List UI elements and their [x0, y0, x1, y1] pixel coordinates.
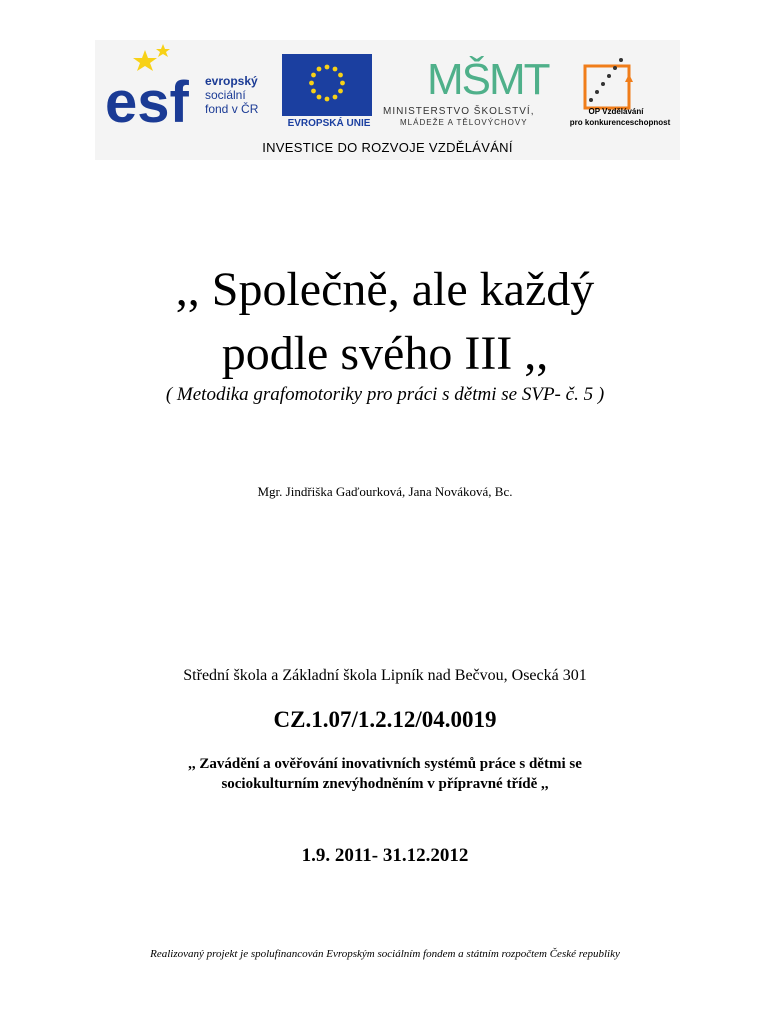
- project-name-line-1: ,, Zavádění a ověřování inovativních systémů práce s dětmi se: [188, 756, 582, 772]
- msmt-mark: MŠMT: [427, 55, 549, 104]
- msmt-line2: MLÁDEŽE A TĚLOVÝCHOVY: [400, 118, 528, 127]
- investice-tagline: INVESTICE DO ROZVOJE VZDĚLÁVÁNÍ: [262, 140, 513, 155]
- eu-flag-icon: [282, 54, 372, 116]
- esf-mark: esf: [105, 70, 189, 135]
- project-dates: 1.9. 2011- 31.12.2012: [301, 845, 469, 866]
- footer-note: Realizovaný projekt je spolufinancován Evropským sociálním fondem a státním rozpočtem České republiky: [150, 948, 620, 960]
- title-line-1: ,, Společně, ale každý: [175, 263, 595, 316]
- authors: Mgr. Jindřiška Gaďourková, Jana Nováková, Bc.: [257, 484, 513, 499]
- msmt-line1: MINISTERSTVO ŠKOLSTVÍ,: [383, 106, 535, 117]
- op-line1: OP Vzdělávání: [588, 107, 644, 116]
- school-name: Střední škola a Základní škola Lipník nad Bečvou, Osecká 301: [183, 667, 587, 684]
- logo-strip: [95, 40, 680, 160]
- op-vzdelavani-logo: [575, 52, 645, 112]
- title-line-2: podle svého III ,,: [221, 327, 549, 380]
- eu-label: EVROPSKÁ UNIE: [287, 118, 371, 129]
- esf-logo: [95, 40, 190, 135]
- esf-label: evropský sociální fond v ČR: [205, 74, 259, 116]
- project-name-line-2: sociokulturním znevýhodněním v přípravné třídě ,,: [221, 776, 549, 792]
- op-line2: pro konkurenceschopnost: [569, 118, 671, 127]
- project-code: CZ.1.07/1.2.12/04.0019: [273, 707, 497, 732]
- subtitle: ( Metodika grafomotoriky pro práci s dětmi se SVP- č. 5 ): [165, 384, 605, 405]
- msmt-logo: [425, 52, 549, 104]
